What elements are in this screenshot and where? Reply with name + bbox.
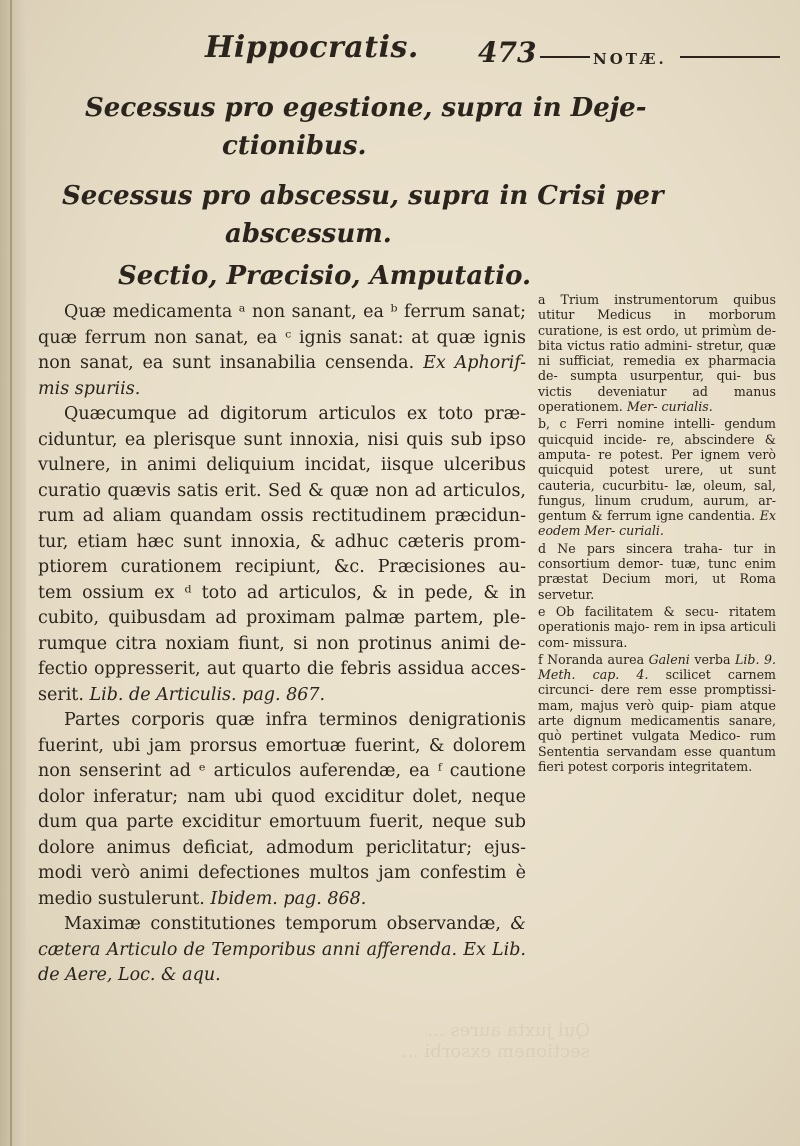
note-a: a Trium instrumentorum quibus utitur Medicus in morborum curatione, is est ordo, ut primùm de- bita victus ratio admini- stretur, quæ ni sufficiat, remedia ex pharmacia de- sumpta usurpentur, qui- bus victis deveniatur ad manus operationem. Mer- curialis. xyxy=(538,292,776,415)
main-paragraph-1-reference: Ex Aphorif- mis spuriis. xyxy=(38,353,526,399)
main-paragraph-4-reference: & cætera Articulo de Temporibus anni afferenda. Ex Lib. de Aere, Loc. & aqu. xyxy=(38,914,526,985)
main-paragraph-2-reference: Lib. de Articulis. pag. 867. xyxy=(89,684,326,705)
notes-column xyxy=(538,292,776,776)
main-paragraph-2: Quæcumque ad digitorum articulos ex toto præ- ciduntur, ea plerisque sunt innoxia, nisi quis sub ipso vulnere, in animi deliquium incidat, iisque ulceribus curatio quævis satis erit. Sed & quæ non ad articulos, rum ad aliam quandam ossis rectitudinem præcidun- tur, etiam hæc sunt innoxia, & adhuc cæteris prom- ptiorem curationem recipiunt, &c. Præcisiones au- tem ossium ex ᵈ toto ad articulos, & in pede, & in cubito, quibusdam ad proximam palmæ partem, ple- rumque citra noxiam fiunt, si non protinus animi de- fectio oppresserit, aut quarto die febris assidua acces- serit. Lib. de Articulis. pag. 867. xyxy=(38,404,526,705)
binding-gutter xyxy=(0,0,26,1146)
header-rule-right xyxy=(680,56,780,58)
heading-secessus-egestione-2: ctionibus. xyxy=(222,131,367,161)
main-paragraph-4: Maximæ constitutiones temporum observandæ, & cætera Articulo de Temporibus anni afferenda. Ex Lib. de Aere, Loc. & aqu. xyxy=(38,914,526,985)
main-paragraph-3: Partes corporis quæ infra terminos denigrationis fuerint, ubi jam prorsus emortuæ fuerint, & dolorem non senserint ad ᵉ articulos auferendæ, ea ᶠ cautione dolor inferatur; nam ubi quod exciditur dolet, neque dum qua parte exciditur emortuum fuerit, neque sub dolore animus deficiat, admodum periclitatur; ejus- modi verò animi defectiones multos jam confestim è medio sustulerunt. Ibidem. pag. 868. xyxy=(38,710,526,909)
heading-secessus-abscessu-2: abscessum. xyxy=(225,219,392,249)
note-b-c: b, c Ferri nomine intelli- gendum quicquid incide- re, abscindere & amputa- re potest. Per ignem verò quicquid potest urere, ut sunt cauteria, cucurbitu- læ, oleum, sal, fungus, linum crudum, aurum, ar- gentum & ferrum igne candentia. Ex eodem Mer- curiali. xyxy=(538,416,776,539)
heading-secessus-abscessu-1: Secessus pro abscessu, supra in Crisi per xyxy=(62,181,664,211)
main-paragraph-3-reference: Ibidem. pag. 868. xyxy=(210,888,367,909)
notes-label: NOTÆ. xyxy=(593,50,667,68)
running-title: Hippocratis. xyxy=(205,30,419,65)
header-rule-left xyxy=(540,56,590,58)
heading-secessus-egestione-1: Secessus pro egestione, supra in Deje- xyxy=(85,93,647,123)
bleed-through-text: Qui juxta aures ... sectionem exsorbi ... xyxy=(401,1020,590,1062)
main-text-column xyxy=(38,300,526,989)
heading-sectio: Sectio, Præcisio, Amputatio. xyxy=(118,261,532,291)
spine-edge xyxy=(10,0,12,1146)
main-paragraph-1: Quæ medicamenta ᵃ non sanant, ea ᵇ ferrum sanat; quæ ferrum non sanat, ea ᶜ ignis sanat: at quæ ignis non sanat, ea sunt insanabilia censenda. Ex Aphorif- mis spuriis. xyxy=(38,302,526,399)
page-number: 473 xyxy=(478,36,537,69)
note-f: f Noranda aurea Galeni verba Lib. 9. Meth. cap. 4. scilicet carnem circunci- dere rem esse promptissi- mam, majus verò quip- piam atque arte dignum medicamentis sanare, quò pertinet vulgata Medico- rum Sententia servandam esse quantum fieri potest corporis integritatem. xyxy=(538,651,776,774)
note-d: d Ne pars sincera traha- tur in consortium demor- tuæ, tunc enim præstat Decium mori, ut Roma servetur. xyxy=(538,540,776,602)
note-e: e Ob facilitatem & secu- ritatem operationis majo- rem in ipsa articuli com- missura. xyxy=(538,603,776,650)
